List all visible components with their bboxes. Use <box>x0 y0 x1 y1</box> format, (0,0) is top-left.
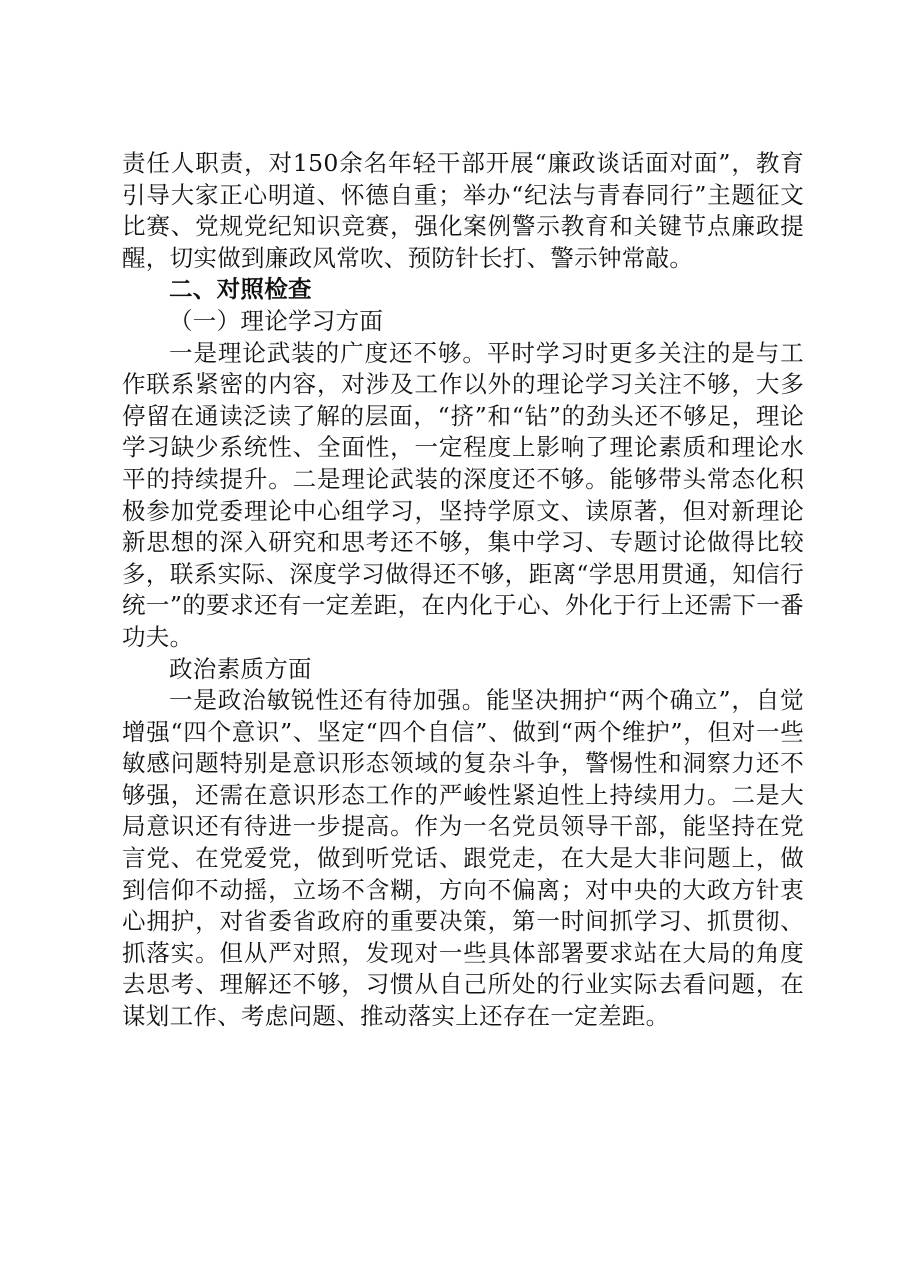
section-heading: 二、对照检查 <box>169 275 312 304</box>
paragraph-continued: 责任人职责，对150余名年轻干部开展“廉政谈话面对面”，教育引导大家正心明道、怀德自重；举办“纪法与青春同行”主题征文比赛、党规党纪知识竞赛，强化案例警示教育和关键节点廉政提醒，切实做到廉政风常吹、预防针长打、警示钟常敲。 <box>122 149 804 272</box>
subsection-heading-politics: 政治素质方面 <box>169 654 312 683</box>
paragraph-theory: 一是理论武装的广度还不够。平时学习时更多关注的是与工作联系紧密的内容，对涉及工作以外的理论学习关注不够，大多停留在通读泛读了解的层面，“挤”和“钻”的劲头还不够足，理论学习缺少系统性、全面性，一定程度上影响了理论素质和理论水平的持续提升。二是理论武装的深度还不够。能够带头常态化积极参加党委理论中心组学习，坚持学原文、读原著，但对新理论新思想的深入研究和思考还不够，集中学习、专题讨论做得比较多，联系实际、深度学习做得还不够，距离“学思用贯通，知信行统一”的要求还有一定差距，在内化于心、外化于行上还需下一番功夫。 <box>122 338 804 651</box>
document-body <box>122 148 804 1033</box>
paragraph-politics: 一是政治敏锐性还有待加强。能坚决拥护“两个确立”，自觉增强“四个意识”、坚定“四个自信”、做到“两个维护”，但对一些敏感问题特别是意识形态领域的复杂斗争，警惕性和洞察力还不够强，还需在意识形态工作的严峻性紧迫性上持续用力。二是大局意识还有待进一步提高。作为一名党员领导干部，能坚持在党言党、在党爱党，做到听党话、跟党走，在大是大非问题上，做到信仰不动摇，立场不含糊，方向不偏离；对中央的大政方针衷心拥护，对省委省政府的重要决策，第一时间抓学习、抓贯彻、抓落实。但从严对照，发现对一些具体部署要求站在大局的角度去思考、理解还不够，习惯从自己所处的行业实际去看问题，在谋划工作、考虑问题、推动落实上还存在一定差距。 <box>122 686 804 1031</box>
subsection-heading-theory: （一）理论学习方面 <box>169 306 384 335</box>
